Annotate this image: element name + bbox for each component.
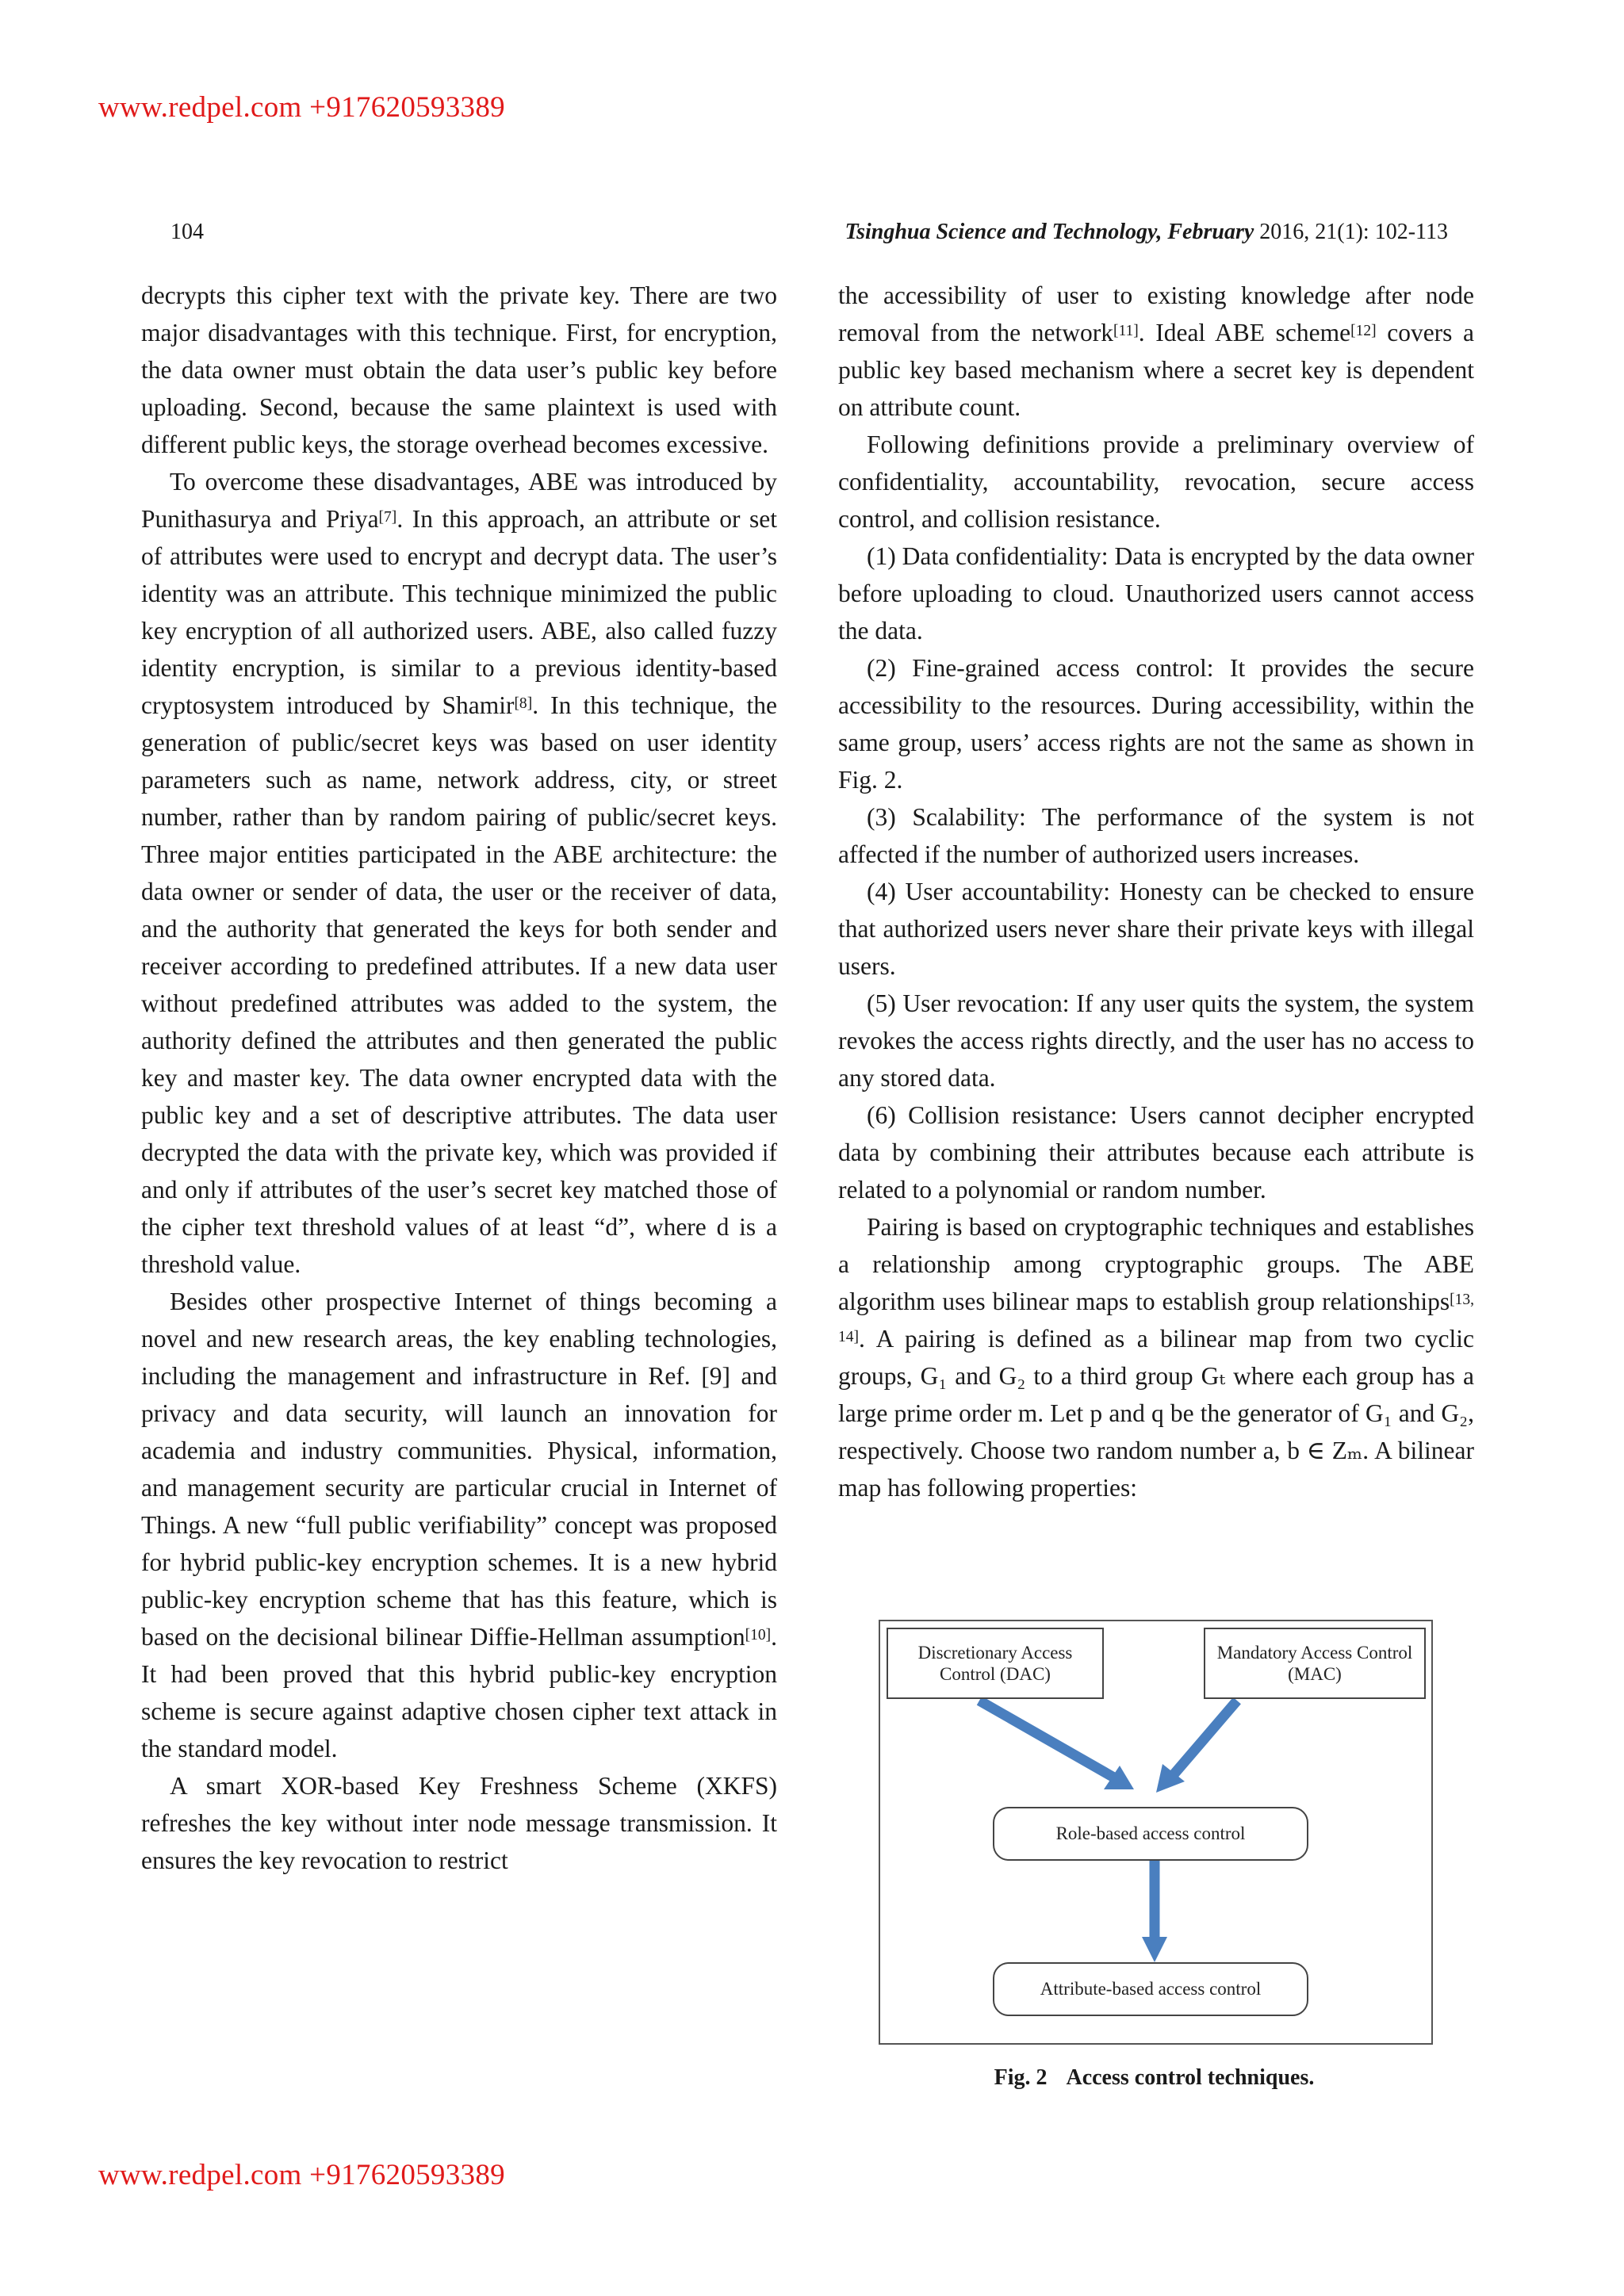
dac-box: Discretionary Access Control (DAC) <box>887 1628 1104 1699</box>
abac-node: Attribute-based access control <box>993 1962 1308 2016</box>
paragraph: A smart XOR-based Key Freshness Scheme (XKFS) refreshes the key without inter node message transmission. It ensures the key revocation to restrict <box>141 1772 777 1874</box>
paragraph: (2) Fine-grained access control: It provides the secure accessibility to the resources. During accessibility, within the same group, users’ access rights are not the same as shown in Fig. 2. <box>838 654 1474 794</box>
paragraph: (5) User revocation: If any user quits the system, the system revokes the access rights directly, and the user has no access to any stored data. <box>838 989 1474 1092</box>
paragraph: (6) Collision resistance: Users cannot decipher encrypted data by combining their attributes because each attribute is related to a polynomial or random number. <box>838 1101 1474 1203</box>
figure-caption <box>879 2065 1430 2091</box>
paragraph: Pairing is based on cryptographic techniques and establishes a relationship among cryptographic groups. The ABE algorithm uses bilinear maps to establish group relationships[13, 14]. A pairing is defined as a bilinear map from two cyclic groups, G₁ and G₂ to a third group Gₜ where each group has a large prime order m. Let p and q be the generator of G₁ and G₂, respectively. Choose two random number a, b ∈ Zₘ. A bilinear map has following properties: <box>838 1213 1474 1502</box>
mac-box: Mandatory Access Control (MAC) <box>1204 1628 1426 1699</box>
page-number: 104 <box>170 220 204 244</box>
watermark-bottom: www.redpel.com +917620593389 <box>98 2159 505 2191</box>
figure-access-control <box>879 1620 1433 2045</box>
rbac-node: Role-based access control <box>993 1807 1308 1861</box>
arrow-dac-to-rbac <box>979 1701 1134 1789</box>
running-header <box>845 220 1448 245</box>
paragraph: Besides other prospective Internet of things becoming a novel and new research areas, the key enabling technologies, including the management and infrastructure in Ref. [9] and privacy and data security, will launch an innovation for academia and industry communities. Physical, information, and management security are particular crucial in Internet of Things. A new “full public verifiability” concept was proposed for hybrid public-key encryption schemes. It is a new hybrid public-key encryption scheme that has this feature, which is based on the decisional bilinear Diffie-Hellman assumption[10]. It had been proved that this hybrid public-key encryption scheme is secure against adaptive chosen cipher text attack in the standard model. <box>141 1288 777 1762</box>
paragraph: decrypts this cipher text with the private key. There are two major disadvantages with this technique. First, for encryption, the data owner must obtain the data user’s public key before uploading. Second, because the same plaintext is used with different public keys, the storage overhead becomes excessive. <box>141 281 777 458</box>
paragraph: To overcome these disadvantages, ABE was introduced by Punithasurya and Priya[7]. In this approach, an attribute or set of attributes were used to encrypt and decrypt data. The user’s identity was an attribute. This technique minimized the public key encryption of all authorized users. ABE, also called fuzzy identity encryption, is similar to a previous identity-based cryptosystem introduced by Shamir[8]. In this technique, the generation of public/secret keys was based on user identity parameters such as name, network address, city, or street number, rather than by random pairing of public/secret keys. Three major entities participated in the ABE architecture: the data owner or sender of data, the user or the receiver of data, and the authority that generated the keys for both sender and receiver according to predefined attributes. If a new data user without predefined attributes was added to the system, the authority defined the attributes and then generated the public key and master key. The data owner encrypted data with the public key and a set of descriptive attributes. The data user decrypted the data with the private key, which was provided if and only if attributes of the user’s secret key matched those of the cipher text threshold values of at least “d”, where d is a threshold value. <box>141 468 777 1278</box>
journal-name: Tsinghua Science and Technology, February <box>845 220 1254 244</box>
paragraph: (4) User accountability: Honesty can be checked to ensure that authorized users never share their private keys with illegal users. <box>838 878 1474 980</box>
arrow-mac-to-rbac <box>1156 1701 1237 1793</box>
right-column <box>838 277 1474 1506</box>
left-column <box>141 277 777 1879</box>
paragraph: (1) Data confidentiality: Data is encrypted by the data owner before uploading to cloud. Unauthorized users cannot access the data. <box>838 542 1474 645</box>
paragraph: Following definitions provide a preliminary overview of confidentiality, accountability, revocation, secure access control, and collision resistance. <box>838 430 1474 533</box>
watermark-top: www.redpel.com +917620593389 <box>98 91 505 124</box>
figure-caption-text: Access control techniques. <box>1066 2065 1315 2090</box>
figure-label: Fig. 2 <box>994 2065 1048 2090</box>
paragraph: (3) Scalability: The performance of the system is not affected if the number of authorized users increases. <box>838 803 1474 868</box>
paragraph: the accessibility of user to existing knowledge after node removal from the network[11]. Ideal ABE scheme[12] covers a public key based mechanism where a secret key is dependent on attribute count. <box>838 281 1475 421</box>
arrow-rbac-to-abac <box>1142 1861 1167 1962</box>
journal-citation: 2016, 21(1): 102-113 <box>1254 220 1448 244</box>
